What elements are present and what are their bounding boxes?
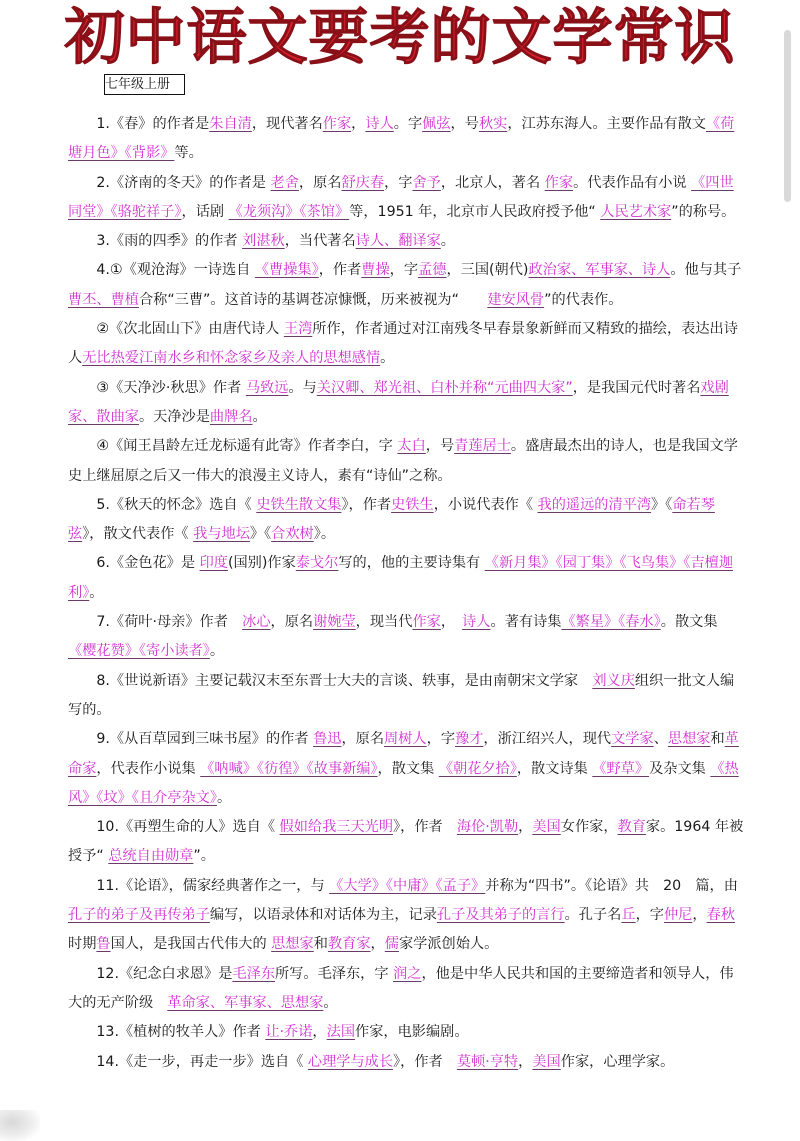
body-text: 》，作者 bbox=[341, 496, 392, 513]
body-text: ，现当代 bbox=[355, 614, 413, 631]
answer-highlight: 革命家、军事家、思想家 bbox=[167, 994, 324, 1011]
answer-highlight: 刘湛秋 bbox=[242, 233, 285, 250]
answer-highlight: 孔子及其弟子的言行 bbox=[436, 907, 565, 924]
answer-highlight: 我与地坛 bbox=[193, 526, 250, 543]
body-text: ，他是中华人民共和国的主要缔造者和领导人，伟大的无产阶级 bbox=[68, 965, 734, 1011]
body-text: ，原名 bbox=[270, 614, 314, 631]
answer-highlight: 教育家 bbox=[327, 936, 371, 953]
body-text: 家。1964 年被授予“ bbox=[68, 819, 744, 865]
body-text: 。散文集 bbox=[660, 614, 718, 631]
answer-highlight: 润之 bbox=[393, 965, 422, 982]
body-text: 14.《走一步，再走一步》选自《 bbox=[96, 1053, 308, 1070]
body-text: 11.《论语》，儒家经典著作之一，与 bbox=[96, 877, 330, 894]
answer-highlight: 莫顿·亨特 bbox=[456, 1053, 519, 1070]
answer-highlight: 心理学与成长 bbox=[307, 1053, 394, 1070]
body-text: ，字 bbox=[389, 262, 419, 279]
literature-notes-list bbox=[68, 110, 744, 1077]
body-text: 作家，电影编剧。 bbox=[355, 1024, 469, 1041]
knowledge-item bbox=[68, 169, 744, 228]
answer-highlight: 我的遥远的清平湾 bbox=[537, 496, 652, 513]
body-text: ，字 bbox=[426, 731, 456, 748]
answer-highlight: 总统自由勋章 bbox=[108, 848, 194, 865]
body-text: 。 bbox=[380, 350, 395, 367]
body-text: 8.《世说新语》主要记载汉末至东晋士大夫的言谈、轶事，是由南朝宋文学家 bbox=[96, 672, 593, 689]
body-text: 10.《再塑生命的人》选自《 bbox=[96, 819, 280, 836]
answer-highlight: 孔子的弟子及再传弟子 bbox=[68, 907, 210, 924]
knowledge-item bbox=[68, 725, 744, 813]
body-text: ， bbox=[440, 614, 463, 631]
answer-highlight: 朱自清 bbox=[209, 116, 252, 132]
knowledge-item bbox=[68, 491, 744, 550]
body-text: ， bbox=[370, 936, 385, 953]
body-text: ， bbox=[351, 116, 366, 132]
body-text: 和 bbox=[710, 731, 725, 748]
knowledge-item bbox=[68, 960, 744, 1019]
body-text: 13.《植树的牧羊人》作者 bbox=[96, 1024, 266, 1041]
body-text: 4.①《观沧海》一诗选自 bbox=[96, 262, 255, 279]
answer-highlight: 政治家、军事家、诗人 bbox=[528, 262, 671, 279]
answer-highlight: 刘义庆 bbox=[592, 672, 635, 689]
body-text: 。孔子名 bbox=[564, 907, 622, 924]
answer-highlight: 《朝花夕拾》 bbox=[438, 760, 517, 777]
body-text: 。天净沙是 bbox=[138, 408, 210, 425]
answer-highlight: 《呐喊》《彷徨》《故事新编》 bbox=[200, 760, 378, 777]
body-text: 》，作者 bbox=[393, 1053, 457, 1070]
page-title: 初中语文要考的文学常识 bbox=[64, 3, 736, 73]
answer-highlight: 教育 bbox=[617, 819, 646, 836]
knowledge-item bbox=[68, 374, 744, 433]
body-text: ，字 bbox=[635, 907, 664, 924]
answer-highlight: 《樱花赞》《寄小读者》 bbox=[68, 643, 210, 660]
body-text: 并称为“四书”。《论语》共 20 篇，由 bbox=[485, 877, 738, 894]
body-text: 》《 bbox=[651, 496, 673, 513]
body-text: 9.《从百草园到三味书屋》的作者 bbox=[96, 731, 314, 748]
answer-highlight: 合欢树 bbox=[271, 526, 314, 543]
knowledge-item bbox=[68, 608, 744, 667]
answer-highlight: 思想家 bbox=[271, 936, 314, 953]
answer-highlight: 《荷塘月色》《背影》 bbox=[68, 116, 735, 162]
body-text: 、 bbox=[653, 731, 668, 748]
answer-highlight: 命若琴弦 bbox=[68, 496, 715, 543]
answer-highlight: 让·乔诺 bbox=[265, 1024, 313, 1041]
answer-highlight: 谢婉莹 bbox=[313, 614, 356, 631]
body-text: (国别)作家 bbox=[227, 555, 296, 572]
answer-highlight: 鲁迅 bbox=[313, 731, 342, 748]
answer-highlight: 丘 bbox=[621, 907, 636, 924]
page-corner-shadow bbox=[0, 1110, 40, 1141]
body-text: ，话剧 bbox=[181, 203, 229, 220]
answer-highlight: 春秋 bbox=[706, 907, 735, 924]
answer-highlight: 老舍 bbox=[270, 174, 299, 191]
body-text: ”的代表作。 bbox=[544, 291, 623, 308]
answer-highlight: 曲牌名 bbox=[209, 408, 253, 425]
body-text: 。著有诗集 bbox=[490, 614, 562, 631]
answer-highlight: 《龙须沟》《茶馆》 bbox=[228, 203, 350, 220]
answer-highlight: 《新月集》《园丁集》《飞鸟集》《吉檀迦利》 bbox=[68, 555, 734, 601]
answer-highlight: 无比热爱江南水乡和怀念家乡及亲人的思想感情 bbox=[82, 350, 381, 367]
answer-highlight: 诗人 bbox=[365, 116, 394, 132]
answer-highlight: 人民艺术家 bbox=[600, 203, 672, 220]
answer-highlight: 《四世同堂》《骆驼祥子》 bbox=[68, 174, 734, 220]
body-text: 》。 bbox=[313, 526, 336, 543]
answer-highlight: 周树人 bbox=[384, 731, 427, 748]
body-text: 等，1951 年，北京市人民政府授予他“ bbox=[349, 203, 601, 220]
body-text: 。 bbox=[216, 789, 232, 806]
answer-highlight: 仲尼 bbox=[663, 907, 693, 924]
answer-highlight: 戏剧家、散曲家 bbox=[68, 379, 729, 425]
body-text: ，号 bbox=[425, 438, 455, 455]
body-text: ，原名 bbox=[341, 731, 385, 748]
answer-highlight: 《繁星》《春水》 bbox=[561, 614, 661, 631]
body-text: ，三国(朝代) bbox=[446, 262, 529, 279]
body-text: 组织一批文人编写的。 bbox=[68, 672, 735, 718]
answer-highlight: 孟德 bbox=[418, 262, 447, 279]
body-text: 编写，以语录体和对话体为主，记录 bbox=[209, 907, 437, 924]
body-text: 。代表作品有小说 bbox=[573, 174, 692, 191]
answer-highlight: 诗人、翻译家 bbox=[355, 233, 441, 250]
answer-highlight: 舒庆春 bbox=[341, 174, 385, 191]
answer-highlight: 作家 bbox=[544, 174, 574, 191]
body-text: ，字 bbox=[384, 174, 413, 191]
body-text: ”。 bbox=[193, 848, 215, 865]
knowledge-item bbox=[68, 227, 744, 256]
answer-highlight: 曹丕、曹植 bbox=[68, 291, 139, 308]
body-text: 家学派创始人。 bbox=[398, 936, 499, 953]
body-text: 。与 bbox=[288, 379, 317, 396]
body-text: 合称“三曹”。这首诗的基调苍凉慷慨，历来被视为“ bbox=[138, 291, 488, 308]
body-text: ， bbox=[518, 1053, 533, 1070]
answer-highlight: 《大学》《中庸》《孟子》 bbox=[329, 877, 486, 894]
answer-highlight: 美国 bbox=[532, 1053, 561, 1070]
body-text: 3.《雨的四季》的作者 bbox=[96, 233, 243, 250]
knowledge-item bbox=[68, 813, 744, 872]
body-text: 写的，他的主要诗集有 bbox=[338, 555, 485, 572]
answer-highlight: 海伦·凯勒 bbox=[456, 819, 519, 836]
answer-highlight: 佩弦 bbox=[422, 116, 451, 132]
knowledge-item bbox=[68, 1048, 744, 1077]
body-text: ，是我国元代时著名 bbox=[572, 379, 701, 396]
knowledge-item bbox=[68, 667, 744, 726]
knowledge-item bbox=[68, 256, 744, 315]
body-text: ②《次北固山下》由唐代诗人 bbox=[96, 321, 284, 338]
answer-highlight: 王湾 bbox=[283, 321, 313, 338]
body-text: ，代表作小说集 bbox=[96, 760, 201, 777]
answer-highlight: 诗人 bbox=[462, 614, 491, 631]
answer-highlight: 假如给我三天光明 bbox=[279, 819, 394, 836]
body-text: ，浙江绍兴人，现代 bbox=[483, 731, 612, 748]
answer-highlight: 史铁生 bbox=[391, 496, 434, 513]
answer-highlight: 革命家 bbox=[68, 731, 739, 777]
answer-highlight: 《野草》 bbox=[592, 760, 650, 777]
knowledge-item bbox=[68, 1018, 744, 1047]
body-text: 。字 bbox=[393, 116, 423, 132]
body-text: 女作家， bbox=[560, 819, 618, 836]
knowledge-item bbox=[68, 432, 744, 491]
body-text: 2.《济南的冬天》的作者是 bbox=[96, 174, 271, 191]
answer-highlight: 冰心 bbox=[242, 614, 271, 631]
answer-highlight: 建安风骨 bbox=[487, 291, 545, 308]
answer-highlight: 《曹操集》 bbox=[254, 262, 319, 279]
answer-highlight: 舍予 bbox=[412, 174, 441, 191]
body-text: 等。 bbox=[174, 145, 203, 162]
body-text: 6.《金色花》是 bbox=[96, 555, 200, 572]
answer-highlight: 毛泽东 bbox=[232, 965, 276, 982]
body-text: 。 bbox=[89, 584, 104, 601]
answer-highlight: 印度 bbox=[199, 555, 228, 572]
body-text: ， bbox=[518, 819, 533, 836]
body-text: 》，作者 bbox=[393, 819, 457, 836]
grade-section-label: 七年级上册 bbox=[104, 74, 185, 95]
answer-highlight: 豫才 bbox=[455, 731, 484, 748]
body-text: 1.《春》的作者是 bbox=[96, 116, 210, 132]
body-text: ，号 bbox=[450, 116, 479, 132]
answer-highlight: 法国 bbox=[326, 1024, 356, 1041]
answer-highlight: 文学家 bbox=[611, 731, 654, 748]
body-text: ”的称号。 bbox=[671, 203, 736, 220]
answer-highlight: 《热风》《坟》《且介亭杂文》 bbox=[68, 760, 739, 806]
body-text: 。 bbox=[440, 233, 455, 250]
answer-highlight: 作家 bbox=[412, 614, 441, 631]
body-text: 。他与其子 bbox=[670, 262, 742, 279]
body-text: 12.《纪念白求恩》是 bbox=[96, 965, 233, 982]
body-text: ， bbox=[692, 907, 707, 924]
body-text: ，小说代表作《 bbox=[433, 496, 538, 513]
answer-highlight: 儒 bbox=[384, 936, 399, 953]
body-text: 》《 bbox=[249, 526, 272, 543]
answer-highlight: 曹操 bbox=[361, 262, 390, 279]
body-text: 》，散文代表作《 bbox=[82, 526, 194, 543]
body-text: ， bbox=[312, 1024, 327, 1041]
body-text: ，江苏东海人。主要作品有散文 bbox=[507, 116, 706, 132]
body-text: 。 bbox=[252, 408, 267, 425]
body-text: ，原名 bbox=[298, 174, 342, 191]
body-text: 时期 bbox=[68, 936, 97, 953]
body-text: 5.《秋天的怀念》选自《 bbox=[96, 496, 257, 513]
body-text: ，当代著名 bbox=[284, 233, 356, 250]
answer-highlight: 鲁 bbox=[96, 936, 111, 953]
body-text: 及杂文集 bbox=[649, 760, 711, 777]
answer-highlight: 作家 bbox=[322, 116, 352, 132]
body-text: ，散文集 bbox=[377, 760, 439, 777]
body-text: ③《天净沙·秋思》作者 bbox=[96, 379, 246, 396]
body-text: ，作者 bbox=[318, 262, 362, 279]
answer-highlight: 关汉卿、郑光祖、白朴并称“元曲四大家” bbox=[316, 379, 573, 396]
answer-highlight: 秋实 bbox=[478, 116, 508, 132]
body-text: 。盛唐最杰出的诗人，也是我国文学史上继屈原之后又一伟大的浪漫主义诗人，素有“诗仙”之称。 bbox=[68, 438, 738, 484]
body-text: 。 bbox=[209, 643, 225, 660]
body-text: 和 bbox=[313, 936, 328, 953]
body-text: 所写。毛泽东，字 bbox=[275, 965, 394, 982]
answer-highlight: 思想家 bbox=[667, 731, 711, 748]
answer-highlight: 青莲居士 bbox=[454, 438, 511, 455]
answer-highlight: 太白 bbox=[397, 438, 426, 455]
answer-highlight: 美国 bbox=[532, 819, 561, 836]
body-text: ，现代著名 bbox=[251, 116, 323, 132]
body-text: 国人，是我国古代伟大的 bbox=[110, 936, 272, 953]
knowledge-item bbox=[68, 549, 744, 608]
answer-highlight: 史铁生散文集 bbox=[256, 496, 342, 513]
answer-highlight: 泰戈尔 bbox=[295, 555, 339, 572]
body-text: ，北京人，著名 bbox=[440, 174, 545, 191]
body-text: 作家，心理学家。 bbox=[560, 1053, 675, 1070]
knowledge-item bbox=[68, 315, 744, 374]
body-text: ，散文诗集 bbox=[516, 760, 593, 777]
answer-highlight: 马致远 bbox=[245, 379, 289, 396]
body-text: ④《闻王昌龄左迁龙标遥有此寄》作者李白，字 bbox=[96, 438, 398, 455]
knowledge-item bbox=[68, 872, 744, 960]
knowledge-item bbox=[68, 110, 744, 169]
body-text: 。 bbox=[323, 994, 338, 1011]
body-text: 所作，作者通过对江南残冬早春景象新鲜而又精致的描绘，表达出诗人 bbox=[68, 321, 738, 367]
scrollbar[interactable] bbox=[784, 30, 791, 202]
body-text: 7.《荷叶·母亲》作者 bbox=[96, 614, 243, 631]
